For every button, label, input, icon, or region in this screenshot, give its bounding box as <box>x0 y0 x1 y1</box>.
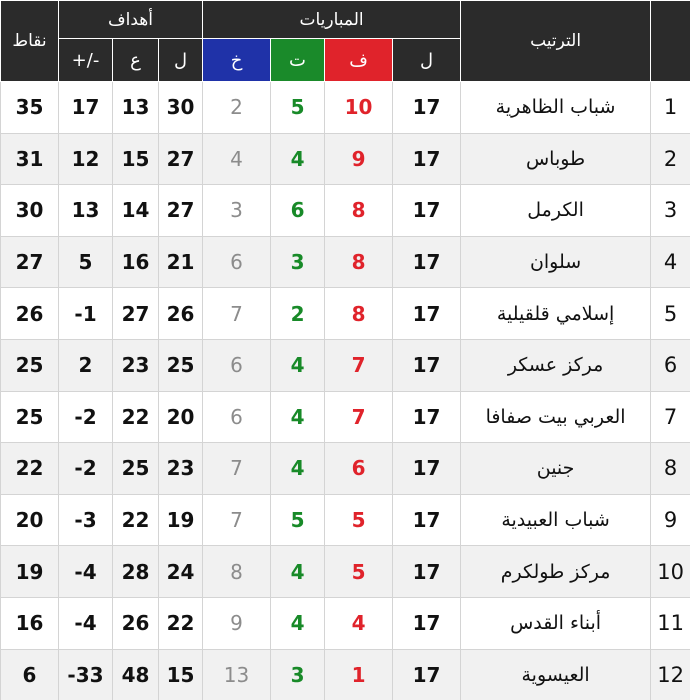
points-cell: 30 <box>1 185 59 237</box>
won-cell: 7 <box>325 339 393 391</box>
team-name: إسلامي قلقيلية <box>461 288 651 340</box>
lost-cell: 4 <box>203 133 271 185</box>
lost-cell: 6 <box>203 236 271 288</box>
points-cell: 20 <box>1 494 59 546</box>
table-row <box>1 339 690 391</box>
lost-header: خ <box>203 39 271 82</box>
goals-for-cell: 19 <box>159 494 203 546</box>
won-cell: 5 <box>325 494 393 546</box>
points-cell: 16 <box>1 597 59 649</box>
goals-for-cell: 21 <box>159 236 203 288</box>
played-header: ل <box>393 39 461 82</box>
played-cell: 17 <box>393 185 461 237</box>
points-cell: 22 <box>1 443 59 495</box>
points-cell: 27 <box>1 236 59 288</box>
rank-cell: 2 <box>651 133 690 185</box>
goal-diff-cell: 13 <box>59 185 113 237</box>
table-row <box>1 443 690 495</box>
table-body <box>1 82 690 700</box>
won-cell: 9 <box>325 133 393 185</box>
won-cell: 6 <box>325 443 393 495</box>
goal-diff-cell: 17 <box>59 82 113 134</box>
draw-cell: 3 <box>271 649 325 700</box>
goals-for-cell: 24 <box>159 546 203 598</box>
team-name: شباب الظاهرية <box>461 82 651 134</box>
goals-against-cell: 28 <box>113 546 159 598</box>
goal-diff-cell: -1 <box>59 288 113 340</box>
played-cell: 17 <box>393 649 461 700</box>
won-header: ف <box>325 39 393 82</box>
goals-for-cell: 23 <box>159 443 203 495</box>
goals-against-cell: 13 <box>113 82 159 134</box>
rank-cell: 12 <box>651 649 690 700</box>
table-row <box>1 288 690 340</box>
goal-diff-cell: -2 <box>59 391 113 443</box>
draw-cell: 5 <box>271 494 325 546</box>
rank-cell: 1 <box>651 82 690 134</box>
draw-cell: 4 <box>271 133 325 185</box>
lost-cell: 7 <box>203 494 271 546</box>
won-cell: 8 <box>325 236 393 288</box>
points-header: نقاط <box>1 1 59 82</box>
won-cell: 4 <box>325 597 393 649</box>
won-cell: 1 <box>325 649 393 700</box>
played-cell: 17 <box>393 133 461 185</box>
won-cell: 5 <box>325 546 393 598</box>
rank-header <box>651 1 690 82</box>
goal-diff-header: +/- <box>59 39 113 82</box>
played-cell: 17 <box>393 288 461 340</box>
rank-cell: 11 <box>651 597 690 649</box>
table-row <box>1 133 690 185</box>
played-cell: 17 <box>393 391 461 443</box>
goals-for-cell: 22 <box>159 597 203 649</box>
lost-cell: 9 <box>203 597 271 649</box>
goals-against-cell: 23 <box>113 339 159 391</box>
won-cell: 8 <box>325 185 393 237</box>
played-cell: 17 <box>393 82 461 134</box>
goals-against-cell: 22 <box>113 494 159 546</box>
draw-header: ت <box>271 39 325 82</box>
lost-cell: 6 <box>203 391 271 443</box>
goals-group-header: أهداف <box>59 1 203 39</box>
goals-for-cell: 26 <box>159 288 203 340</box>
team-name: العربي بيت صفافا <box>461 391 651 443</box>
lost-cell: 6 <box>203 339 271 391</box>
team-name: أبناء القدس <box>461 597 651 649</box>
rank-cell: 9 <box>651 494 690 546</box>
points-cell: 31 <box>1 133 59 185</box>
rank-cell: 7 <box>651 391 690 443</box>
lost-cell: 7 <box>203 443 271 495</box>
goal-diff-cell: -2 <box>59 443 113 495</box>
goals-against-header: ع <box>113 39 159 82</box>
team-name: العيسوية <box>461 649 651 700</box>
table-row <box>1 649 690 700</box>
goal-diff-cell: 12 <box>59 133 113 185</box>
rank-cell: 8 <box>651 443 690 495</box>
points-cell: 6 <box>1 649 59 700</box>
goals-for-header: ل <box>159 39 203 82</box>
rank-cell: 5 <box>651 288 690 340</box>
goals-for-cell: 27 <box>159 185 203 237</box>
lost-cell: 13 <box>203 649 271 700</box>
points-cell: 26 <box>1 288 59 340</box>
draw-cell: 4 <box>271 339 325 391</box>
played-cell: 17 <box>393 443 461 495</box>
team-name: الكرمل <box>461 185 651 237</box>
table-row <box>1 185 690 237</box>
goals-for-cell: 20 <box>159 391 203 443</box>
lost-cell: 3 <box>203 185 271 237</box>
goal-diff-cell: -33 <box>59 649 113 700</box>
won-cell: 10 <box>325 82 393 134</box>
table-row <box>1 546 690 598</box>
table-row <box>1 82 690 134</box>
rank-cell: 6 <box>651 339 690 391</box>
table-row <box>1 494 690 546</box>
draw-cell: 6 <box>271 185 325 237</box>
goals-against-cell: 26 <box>113 597 159 649</box>
goal-diff-cell: -4 <box>59 546 113 598</box>
matches-group-header: المباريات <box>203 1 461 39</box>
points-cell: 19 <box>1 546 59 598</box>
points-cell: 25 <box>1 391 59 443</box>
goals-for-cell: 15 <box>159 649 203 700</box>
goals-against-cell: 15 <box>113 133 159 185</box>
lost-cell: 7 <box>203 288 271 340</box>
team-name: شباب العبيدية <box>461 494 651 546</box>
goals-against-cell: 16 <box>113 236 159 288</box>
team-name: جنين <box>461 443 651 495</box>
points-cell: 35 <box>1 82 59 134</box>
rank-cell: 3 <box>651 185 690 237</box>
goal-diff-cell: -3 <box>59 494 113 546</box>
draw-cell: 4 <box>271 443 325 495</box>
rank-cell: 4 <box>651 236 690 288</box>
goal-diff-cell: 5 <box>59 236 113 288</box>
team-name: طوباس <box>461 133 651 185</box>
team-name: سلوان <box>461 236 651 288</box>
draw-cell: 3 <box>271 236 325 288</box>
table-row <box>1 391 690 443</box>
team-name: مركز عسكر <box>461 339 651 391</box>
played-cell: 17 <box>393 236 461 288</box>
rank-cell: 10 <box>651 546 690 598</box>
played-cell: 17 <box>393 494 461 546</box>
goals-for-cell: 27 <box>159 133 203 185</box>
goals-against-cell: 22 <box>113 391 159 443</box>
team-name: مركز طولكرم <box>461 546 651 598</box>
won-cell: 8 <box>325 288 393 340</box>
goal-diff-cell: 2 <box>59 339 113 391</box>
draw-cell: 5 <box>271 82 325 134</box>
table-row <box>1 597 690 649</box>
played-cell: 17 <box>393 339 461 391</box>
goals-against-cell: 48 <box>113 649 159 700</box>
table-row <box>1 236 690 288</box>
goals-against-cell: 27 <box>113 288 159 340</box>
played-cell: 17 <box>393 597 461 649</box>
draw-cell: 4 <box>271 391 325 443</box>
goal-diff-cell: -4 <box>59 597 113 649</box>
goals-for-cell: 30 <box>159 82 203 134</box>
goals-against-cell: 25 <box>113 443 159 495</box>
table-header <box>1 1 690 82</box>
goals-for-cell: 25 <box>159 339 203 391</box>
points-cell: 25 <box>1 339 59 391</box>
draw-cell: 4 <box>271 546 325 598</box>
ranking-header: الترتيب <box>461 1 651 82</box>
goals-against-cell: 14 <box>113 185 159 237</box>
draw-cell: 4 <box>271 597 325 649</box>
won-cell: 7 <box>325 391 393 443</box>
played-cell: 17 <box>393 546 461 598</box>
lost-cell: 8 <box>203 546 271 598</box>
draw-cell: 2 <box>271 288 325 340</box>
lost-cell: 2 <box>203 82 271 134</box>
